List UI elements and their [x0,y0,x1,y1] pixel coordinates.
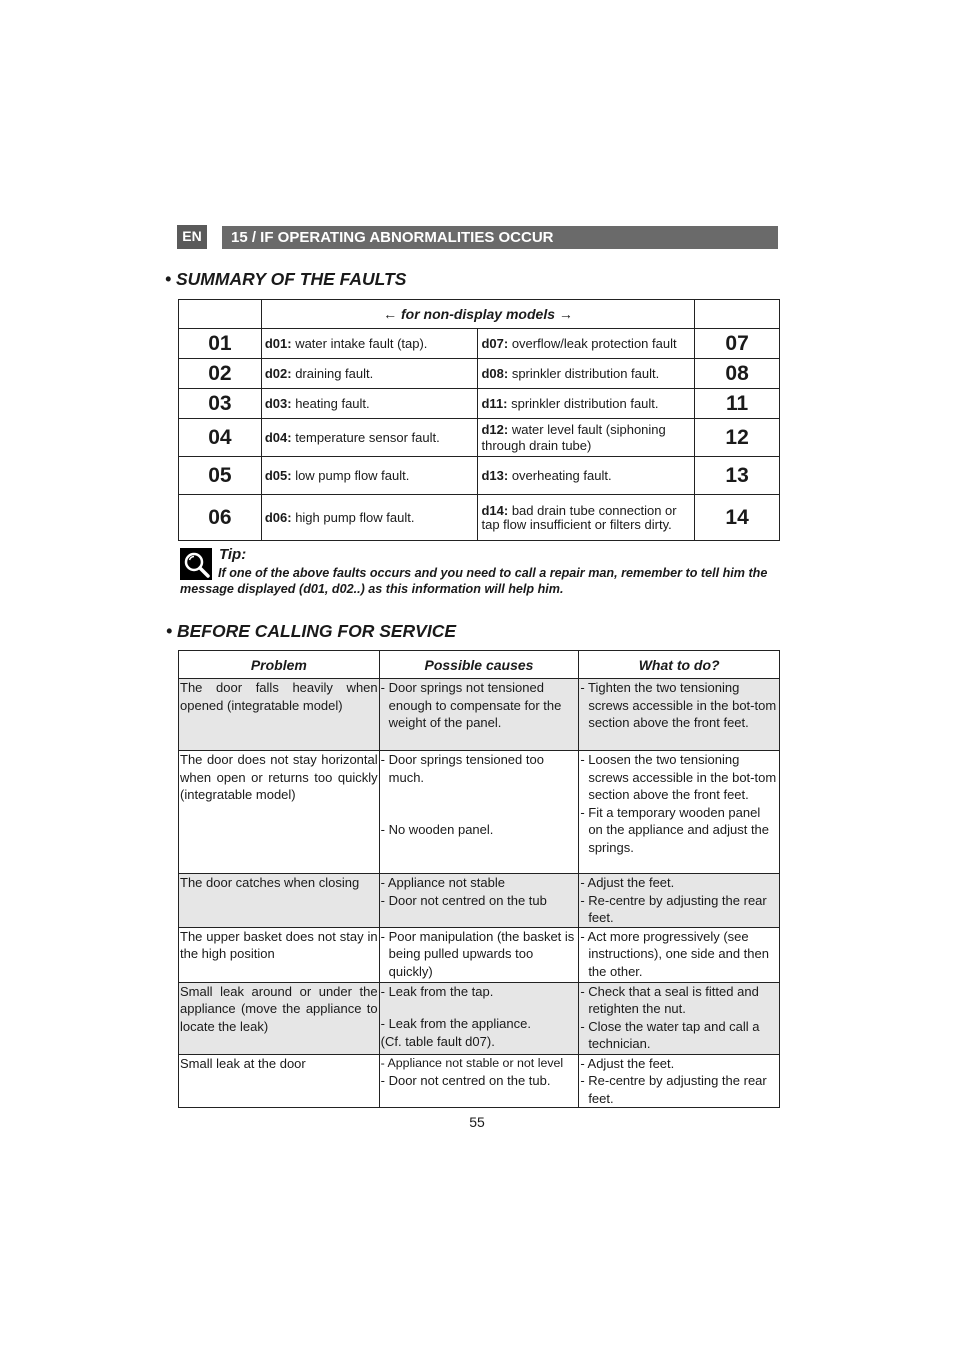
fault-row [179,359,780,389]
fault-number: 13 [695,457,780,495]
service-row [179,927,780,982]
causes-cell [379,1054,579,1108]
fault-description [478,329,695,359]
arrow-right-icon: → [558,306,573,322]
faults-heading: • SUMMARY OF THE FAULTS [165,269,407,289]
header-blank-right [695,300,780,329]
causes-cell [379,927,579,982]
spacer [381,786,578,821]
fault-code: d01: [264,336,292,351]
fault-text: sprinkler distribution fault. [508,366,660,381]
column-header-problem: Problem [179,651,380,679]
action-item: - Adjust the feet. [580,1055,675,1071]
faults-table [178,299,780,541]
fault-text: overheating fault. [508,468,612,483]
problem-cell: Small leak at the door [179,1054,380,1108]
causes-cell [379,982,579,1054]
fault-code: d05: [264,468,292,483]
service-row [179,874,780,928]
action-item: - Act more progressively (see instructions), one side and then the other. [580,928,769,979]
arrow-left-icon: ← [383,306,398,322]
actions-cell [579,927,780,982]
action-item: - Loosen the two tensioning screws accessible in the bot-tom section above the front feet. [580,752,777,802]
fault-number: 04 [179,419,262,457]
action-item: - Tighten the two tensioning screws accessible in the bot-tom section above the front feet. [580,680,777,730]
causes-cell [379,751,579,874]
problem-cell: The upper basket does not stay in the high position [179,927,380,982]
fault-description [261,359,478,389]
fault-text: temperature sensor fault. [291,430,440,445]
fault-code: d03: [264,396,292,411]
fault-text: sprinkler distribution fault. [507,396,659,411]
fault-code: d04: [264,430,292,445]
fault-text: heating fault. [291,396,370,411]
fault-code: d02: [264,366,292,381]
fault-description [261,457,478,495]
problem-cell: The door does not stay horizontal when open or returns too quickly (integratable model) [179,751,380,874]
fault-number: 06 [179,495,262,541]
fault-number: 14 [695,495,780,541]
actions-cell [579,679,780,751]
fault-description [478,457,695,495]
actions-cell [579,751,780,874]
tip-title: Tip: [219,546,247,563]
fault-number: 07 [695,329,780,359]
cause-item: - Leak from the appliance. [380,1016,531,1031]
cause-note: (Cf. table fault d07). [380,1033,495,1049]
fault-number: 03 [179,389,262,419]
cause-item: - Door not centred on the tub. [380,1073,551,1088]
service-row [179,751,780,874]
fault-row [179,389,780,419]
fault-row [179,329,780,359]
fault-row [179,419,780,457]
fault-code: d07: [481,336,509,351]
fault-code: d14: [481,502,509,518]
fault-number: 11 [695,389,780,419]
fault-text: low pump flow fault. [291,468,410,483]
service-row [179,1054,780,1108]
problem-cell: The door catches when closing [179,874,380,928]
actions-cell [579,982,780,1054]
action-item: - Fit a temporary wooden panel on the appliance and adjust the springs. [580,804,770,855]
fault-row [179,457,780,495]
cause-item: - Poor manipulation (the basket is being pulled upwards too quickly) [380,928,575,979]
actions-cell [579,1054,780,1108]
fault-description [478,389,695,419]
action-item: - Re-centre by adjusting the rear feet. [580,1073,767,1106]
fault-number: 02 [179,359,262,389]
fault-description [478,495,695,541]
non-display-label: for non-display models [400,306,555,322]
language-badge: EN [177,225,207,249]
fault-number: 12 [695,419,780,457]
tip-text: If one of the above faults occurs and you need to call a repair man, remember to tell him the message displayed (d01, d02..) as this information will help him. [180,566,768,596]
problem-cell: Small leak around or under the appliance (move the appliance to locate the leak) [179,982,380,1054]
fault-row [179,495,780,541]
problem-cell: The door falls heavily when opened (integratable model) [179,679,380,751]
fault-number: 08 [695,359,780,389]
service-row [179,679,780,751]
cause-item: - Leak from the tap. [380,983,494,999]
column-header-causes: Possible causes [379,651,579,679]
service-table [178,650,780,1108]
fault-code: d11: [481,396,508,411]
cause-item: - No wooden panel. [380,822,494,837]
fault-text: overflow/leak protection fault [508,336,677,351]
section-title-bar: 15 / IF OPERATING ABNORMALITIES OCCUR [222,226,778,249]
fault-code: d06: [264,510,292,525]
column-header-actions: What to do? [579,651,780,679]
fault-text: bad drain tube connection or tap flow insufficient or filters dirty. [481,502,677,532]
fault-number: 01 [179,329,262,359]
action-item: - Check that a seal is fitted and retighten the nut. [580,983,759,1016]
fault-text: water intake fault (tap). [291,336,428,351]
actions-cell [579,874,780,928]
fault-description [261,389,478,419]
header-blank-left [179,300,262,329]
cause-item: - Door springs not tensioned enough to compensate for the weight of the panel. [380,680,562,730]
non-display-header [261,300,694,329]
cause-item: - Door springs tensioned too much. [380,752,544,785]
action-item: - Close the water tap and call a technician. [580,1018,760,1051]
page-number: 55 [469,1114,485,1130]
fault-text: water level fault (siphoning through drain tube) [481,421,666,453]
action-item: - Adjust the feet. [580,875,675,890]
fault-code: d12: [481,421,509,437]
fault-code: d08: [481,366,509,381]
fault-description [261,495,478,541]
cause-item: - Appliance not stable [380,875,505,890]
fault-text: high pump flow fault. [291,510,415,525]
fault-description [261,329,478,359]
fault-description [261,419,478,457]
fault-description [478,419,695,457]
fault-number: 05 [179,457,262,495]
fault-code: d13: [481,468,509,483]
cause-item: - Appliance not stable or not level [380,1055,564,1070]
service-heading: • BEFORE CALLING FOR SERVICE [166,621,457,641]
spacer [381,1000,578,1015]
causes-cell [379,874,579,928]
cause-item: - Door not centred on the tub [380,892,547,908]
fault-description [478,359,695,389]
causes-cell [379,679,579,751]
fault-text: draining fault. [291,366,374,381]
action-item: - Re-centre by adjusting the rear feet. [580,892,767,925]
service-row [179,982,780,1054]
